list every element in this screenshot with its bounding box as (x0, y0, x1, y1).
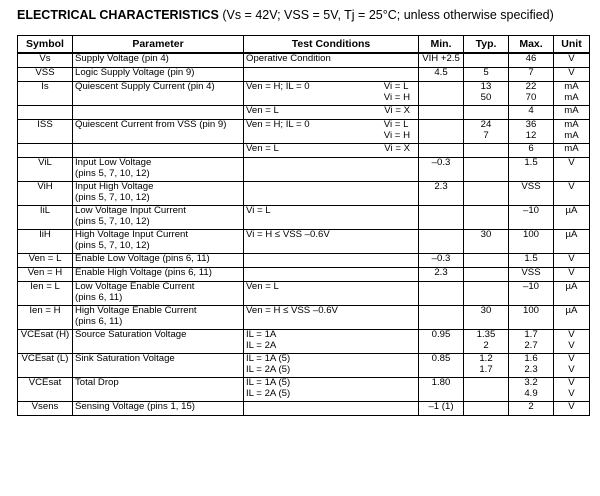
cell-parameter-line: Input Low Voltage (75, 157, 152, 168)
cell-unit-line: mA (564, 81, 579, 92)
cell-parameter-line: Low Voltage Enable Current (75, 281, 195, 292)
cell-parameter (73, 230, 244, 254)
cell-min (419, 82, 464, 106)
cell-unit (554, 330, 590, 354)
cell-test-conditions-line: IL = 1A (5) (246, 353, 291, 364)
cell-unit (554, 144, 590, 158)
cell-unit-line: mA (564, 143, 579, 154)
cell-parameter (73, 120, 244, 144)
header-min: Min. (419, 36, 464, 54)
cell-min (419, 144, 464, 158)
cell-unit-line: V (568, 157, 575, 168)
electrical-characteristics-table (17, 35, 590, 416)
cell-max (509, 158, 554, 182)
header-typ: Typ. (464, 36, 509, 54)
cell-parameter (73, 206, 244, 230)
cell-min (419, 68, 464, 82)
cell-unit (554, 306, 590, 330)
table-row (18, 182, 590, 206)
cell-typ-line: 1.35 (476, 329, 496, 340)
cell-symbol: Vs (18, 53, 73, 68)
cell-test-conditions (244, 106, 419, 120)
cell-unit (554, 82, 590, 106)
cell-unit (554, 254, 590, 268)
cell-min-line: 1.80 (431, 377, 451, 388)
cell-max-line: 100 (522, 305, 539, 316)
cell-max-line: –10 (522, 281, 539, 292)
cell-test-conditions-line: IL = 1A (246, 329, 277, 340)
cell-test-conditions-line: Ven = H ≤ VSS –0.6V (246, 305, 338, 316)
cell-typ-line: 2 (483, 339, 489, 351)
cell-symbol: VSS (18, 68, 73, 82)
cell-max-line: 1.7 (524, 329, 538, 340)
cell-unit-line: µA (565, 305, 578, 316)
cell-typ-line: 5 (483, 67, 489, 78)
input-state: Vi = H (383, 91, 410, 103)
cell-min (419, 354, 464, 378)
cell-test-conditions (244, 182, 419, 206)
cell-test-conditions-line: Ven = L (246, 281, 279, 292)
table-body (18, 53, 590, 416)
cell-min-line: 0.85 (431, 353, 451, 364)
cell-symbol: VCEsat (H) (18, 330, 73, 354)
cell-parameter (73, 282, 244, 306)
cell-symbol: Ien = L (18, 282, 73, 306)
cell-min-line: 2.3 (434, 181, 448, 192)
cell-unit-line: V (568, 353, 575, 364)
cell-typ (464, 268, 509, 282)
cell-typ (464, 82, 509, 106)
cell-typ (464, 106, 509, 120)
cell-typ (464, 282, 509, 306)
cell-max (509, 206, 554, 230)
cell-min (419, 230, 464, 254)
cell-parameter (73, 68, 244, 82)
cell-unit-line: mA (564, 119, 579, 130)
cell-max-line: VSS (521, 267, 541, 278)
cell-min (419, 282, 464, 306)
input-state: Vi = L (383, 119, 409, 130)
cell-max (509, 82, 554, 106)
cell-min (419, 120, 464, 144)
cell-max (509, 330, 554, 354)
cell-unit-line: V (568, 401, 575, 412)
cell-typ (464, 182, 509, 206)
cell-test-conditions (244, 53, 419, 68)
cell-parameter (73, 378, 244, 402)
cell-symbol: IiH (18, 230, 73, 254)
cell-max-line: 1.5 (524, 253, 538, 264)
cell-parameter-line: Quiescent Current from VSS (pin 9) (75, 119, 227, 130)
cell-test-conditions (244, 282, 419, 306)
table-row (18, 106, 590, 120)
title-bold: ELECTRICAL CHARACTERISTICS (17, 8, 219, 22)
cell-symbol: Vsens (18, 402, 73, 416)
cell-unit (554, 106, 590, 120)
table-row (18, 282, 590, 306)
cell-symbol: IiL (18, 206, 73, 230)
cell-max-line: VSS (521, 181, 541, 192)
cell-parameter (73, 402, 244, 416)
cell-typ-line: 50 (480, 91, 492, 103)
cell-unit-line: mA (564, 129, 579, 141)
cell-unit (554, 120, 590, 144)
header-unit: Unit (554, 36, 590, 54)
cell-parameter-line: Logic Supply Voltage (pin 9) (75, 67, 195, 78)
cell-max-line: 2.3 (524, 363, 538, 375)
table-row (18, 254, 590, 268)
cell-unit (554, 268, 590, 282)
cell-parameter-line: High Voltage Enable Current (75, 305, 197, 316)
cell-max-line: 100 (522, 229, 539, 240)
input-state-list (384, 144, 410, 155)
cell-max (509, 230, 554, 254)
cell-test-conditions (244, 144, 419, 158)
cell-typ-line: 30 (480, 229, 492, 240)
cell-max-line: 46 (525, 53, 537, 64)
section-title (17, 8, 554, 22)
cell-max-line: –10 (522, 205, 539, 216)
cell-parameter-line: (pins 6, 11) (75, 315, 123, 327)
cell-max-line: 4 (528, 105, 534, 116)
table-row (18, 306, 590, 330)
cell-max (509, 306, 554, 330)
cell-unit-line: µA (565, 229, 578, 240)
cell-parameter-line: High Voltage Input Current (75, 229, 189, 240)
cell-parameter (73, 268, 244, 282)
table-row (18, 354, 590, 378)
cell-max-line: 12 (525, 129, 537, 141)
cell-max-line: 2 (528, 401, 534, 412)
cell-symbol: ViH (18, 182, 73, 206)
cell-unit-line: V (568, 329, 575, 340)
cell-typ-line: 13 (480, 81, 492, 92)
table-row (18, 144, 590, 158)
cell-max (509, 120, 554, 144)
cell-typ-line: 30 (480, 305, 492, 316)
cell-test-conditions (244, 120, 419, 144)
cell-max-line: 70 (525, 91, 537, 103)
input-state: Vi = X (384, 143, 410, 154)
cell-min-line: 0.95 (431, 329, 451, 340)
cell-test-conditions (244, 82, 419, 106)
cell-max (509, 378, 554, 402)
cell-unit-line: V (568, 267, 575, 278)
cell-parameter-line: Enable High Voltage (pins 6, 11) (75, 267, 212, 278)
cell-test-conditions-line: Ven = L (246, 105, 279, 116)
cell-min-line: –0.3 (431, 157, 451, 168)
cell-unit-line: V (568, 339, 575, 351)
cell-min (419, 106, 464, 120)
cell-max (509, 282, 554, 306)
cell-max-line: 22 (525, 81, 537, 92)
cell-test-conditions (244, 230, 419, 254)
cell-parameter (73, 158, 244, 182)
table-row (18, 82, 590, 106)
input-state: Vi = L (383, 81, 409, 92)
cell-min (419, 402, 464, 416)
cell-unit-line: V (568, 387, 575, 399)
cell-typ-line: 7 (483, 129, 489, 141)
cell-parameter-line: (pins 5, 7, 10, 12) (75, 167, 150, 179)
cell-parameter-line: Total Drop (75, 377, 119, 388)
cell-parameter-line: Source Saturation Voltage (75, 329, 187, 340)
table-row (18, 53, 590, 68)
cell-unit (554, 68, 590, 82)
cell-parameter (73, 182, 244, 206)
cell-typ-line: 1.2 (479, 353, 493, 364)
title-conditions: (Vs = 42V; VSS = 5V, Tj = 25°C; unless otherwise specified) (218, 8, 554, 22)
cell-min (419, 330, 464, 354)
cell-min (419, 158, 464, 182)
cell-unit (554, 230, 590, 254)
cell-test-conditions-line: Operative Condition (246, 53, 331, 64)
cell-typ (464, 120, 509, 144)
cell-test-conditions-line: IL = 2A (246, 339, 277, 351)
cell-unit (554, 53, 590, 68)
cell-parameter (73, 254, 244, 268)
cell-parameter-line: Sink Saturation Voltage (75, 353, 175, 364)
cell-test-conditions (244, 68, 419, 82)
cell-max (509, 268, 554, 282)
cell-unit-line: µA (565, 281, 578, 292)
table-row (18, 330, 590, 354)
cell-min (419, 378, 464, 402)
cell-unit-line: V (568, 181, 575, 192)
cell-typ-line: 1.7 (479, 363, 493, 375)
table-row (18, 206, 590, 230)
cell-max (509, 182, 554, 206)
table-row (18, 158, 590, 182)
cell-unit-line: V (568, 53, 575, 64)
cell-typ (464, 354, 509, 378)
cell-min-line: VIH +2.5 (422, 53, 460, 64)
cell-max (509, 144, 554, 158)
cell-symbol: Ien = H (18, 306, 73, 330)
header-symbol: Symbol (18, 36, 73, 54)
cell-parameter (73, 144, 244, 158)
cell-max-line: 1.5 (524, 157, 538, 168)
cell-unit (554, 182, 590, 206)
cell-max-line: 3.2 (524, 377, 538, 388)
cell-test-conditions-line: Vi = H ≤ VSS –0.6V (246, 229, 330, 240)
cell-test-conditions (244, 158, 419, 182)
cell-test-conditions (244, 268, 419, 282)
cell-parameter-line: Supply Voltage (pin 4) (75, 53, 169, 64)
cell-max-line: 1.6 (524, 353, 538, 364)
cell-typ (464, 158, 509, 182)
cell-parameter-line: Quiescent Supply Current (pin 4) (75, 81, 215, 92)
cell-test-conditions (244, 378, 419, 402)
cell-parameter-line: (pins 5, 7, 10, 12) (75, 215, 150, 227)
cell-typ (464, 68, 509, 82)
cell-test-conditions-line: Ven = L (246, 143, 279, 154)
cell-max (509, 106, 554, 120)
cell-test-conditions-line: IL = 2A (5) (246, 363, 291, 375)
cell-unit (554, 378, 590, 402)
cell-test-conditions (244, 354, 419, 378)
cell-parameter (73, 82, 244, 106)
cell-parameter-line: (pins 6, 11) (75, 291, 123, 303)
cell-test-conditions-line: Ven = H; IL = 0 (246, 119, 310, 130)
cell-min-line: 2.3 (434, 267, 448, 278)
header-row (18, 36, 590, 54)
cell-typ-line: 24 (480, 119, 492, 130)
cell-symbol: Ven = H (18, 268, 73, 282)
cell-parameter (73, 306, 244, 330)
cell-parameter-line: (pins 5, 7, 10, 12) (75, 191, 150, 203)
cell-test-conditions (244, 402, 419, 416)
cell-test-conditions-line: Vi = L (246, 205, 271, 216)
cell-min (419, 206, 464, 230)
cell-parameter (73, 53, 244, 68)
cell-typ (464, 254, 509, 268)
cell-typ (464, 206, 509, 230)
cell-typ (464, 53, 509, 68)
cell-max (509, 68, 554, 82)
cell-test-conditions-line: IL = 2A (5) (246, 387, 291, 399)
cell-symbol: ISS (18, 120, 73, 144)
cell-unit-line: V (568, 363, 575, 375)
cell-max (509, 254, 554, 268)
cell-test-conditions (244, 206, 419, 230)
cell-typ (464, 144, 509, 158)
cell-symbol: Is (18, 82, 73, 106)
cell-test-conditions-line: Ven = H; IL = 0 (246, 81, 310, 92)
cell-test-conditions (244, 254, 419, 268)
cell-parameter (73, 330, 244, 354)
cell-unit (554, 354, 590, 378)
cell-min (419, 306, 464, 330)
cell-max (509, 354, 554, 378)
cell-min-line: –0.3 (431, 253, 451, 264)
cell-unit-line: µA (565, 205, 578, 216)
cell-max (509, 53, 554, 68)
cell-unit-line: V (568, 253, 575, 264)
cell-unit-line: V (568, 377, 575, 388)
cell-min-line: 4.5 (434, 67, 448, 78)
header-max: Max. (509, 36, 554, 54)
cell-parameter (73, 106, 244, 120)
cell-max-line: 7 (528, 67, 534, 78)
cell-typ (464, 402, 509, 416)
cell-unit (554, 402, 590, 416)
cell-symbol (18, 106, 73, 120)
header-test-conditions: Test Conditions (244, 36, 419, 54)
cell-unit-line: V (568, 67, 575, 78)
cell-symbol: Ven = L (18, 254, 73, 268)
cell-min (419, 268, 464, 282)
cell-max-line: 36 (525, 119, 537, 130)
cell-symbol (18, 144, 73, 158)
cell-symbol: VCEsat (18, 378, 73, 402)
cell-max-line: 2.7 (524, 339, 538, 351)
table-row (18, 268, 590, 282)
cell-max-line: 4.9 (524, 387, 538, 399)
cell-unit (554, 206, 590, 230)
cell-min (419, 182, 464, 206)
cell-unit-line: mA (564, 91, 579, 103)
cell-min (419, 53, 464, 68)
cell-parameter-line: Input High Voltage (75, 181, 154, 192)
table-row (18, 402, 590, 416)
cell-parameter-line: Low Voltage Input Current (75, 205, 186, 216)
cell-typ (464, 378, 509, 402)
cell-parameter-line: Sensing Voltage (pins 1, 15) (75, 401, 196, 412)
cell-parameter-line: (pins 5, 7, 10, 12) (75, 239, 150, 251)
table-row (18, 378, 590, 402)
header-parameter: Parameter (73, 36, 244, 54)
input-state-list (384, 82, 410, 103)
cell-unit (554, 158, 590, 182)
input-state-list (384, 120, 410, 141)
cell-typ (464, 230, 509, 254)
cell-min (419, 254, 464, 268)
input-state: Vi = X (384, 105, 410, 116)
cell-parameter-line: Enable Low Voltage (pins 6, 11) (75, 253, 210, 264)
cell-max-line: 6 (528, 143, 534, 154)
table-row (18, 120, 590, 144)
cell-typ (464, 306, 509, 330)
cell-test-conditions (244, 330, 419, 354)
cell-typ (464, 330, 509, 354)
cell-symbol: ViL (18, 158, 73, 182)
cell-test-conditions-line: IL = 1A (5) (246, 377, 291, 388)
cell-parameter (73, 354, 244, 378)
cell-unit (554, 282, 590, 306)
input-state-list (384, 106, 410, 117)
cell-test-conditions (244, 306, 419, 330)
input-state: Vi = H (383, 129, 410, 141)
cell-symbol: VCEsat (L) (18, 354, 73, 378)
table-row (18, 68, 590, 82)
cell-max (509, 402, 554, 416)
cell-unit-line: mA (564, 105, 579, 116)
table-row (18, 230, 590, 254)
cell-min-line: –1 (1) (428, 401, 454, 412)
